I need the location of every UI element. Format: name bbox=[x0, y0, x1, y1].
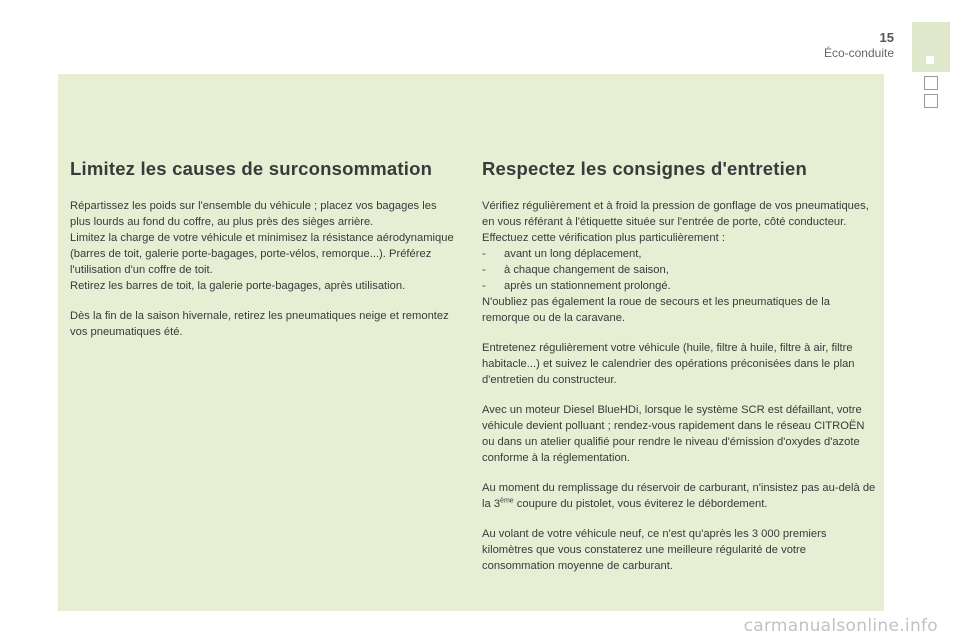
active-chapter-tab bbox=[912, 22, 950, 72]
scr-system-paragraph: Avec un moteur Diesel BlueHDi, lorsque le système SCR est défaillant, votre véhicule devient polluant ; rendez-vous rapidement dans le réseau CITROËN ou dans un atelier qualifié pour rendre le niveau d'émission d'oxydes d'azote conforme à la réglementation. bbox=[482, 404, 865, 464]
square-outline-icon bbox=[924, 94, 938, 108]
section-name: Éco-conduite bbox=[823, 46, 894, 60]
content-panel bbox=[58, 74, 884, 611]
paragraph-line: Répartissez les poids sur l'ensemble du véhicule ; placez vos bagages les plus lourds au fond du coffre, au plus près des sièges arrière. bbox=[70, 200, 437, 228]
list-item: - avant un long déplacement, bbox=[482, 248, 642, 260]
left-section-title: Limitez les causes de surconsommation bbox=[70, 158, 433, 179]
page-number: 15 bbox=[879, 30, 894, 45]
load-advice-paragraph bbox=[70, 198, 460, 294]
chapter-tab-strip bbox=[922, 22, 938, 108]
right-column bbox=[482, 158, 876, 588]
left-column bbox=[70, 158, 460, 354]
watermark: carmanualsonline.info bbox=[743, 616, 938, 636]
paragraph-line: Limitez la charge de votre véhicule et minimisez la résistance aérodynamique (barres de toit, galerie porte-bagages, porte-vélos, remorque...). Préférez l'utilisation d'un coffre de toit. bbox=[70, 232, 454, 276]
paragraph-line: N'oubliez pas également la roue de secours et les pneumatiques de la remorque ou de la caravane. bbox=[482, 296, 830, 324]
fuel-filling-paragraph: Au moment du remplissage du réservoir de carburant, n'insistez pas au-delà de la 3ème coupure du pistolet, vous éviterez le débordement. bbox=[482, 482, 876, 510]
list-item: - après un stationnement prolongé. bbox=[482, 280, 671, 292]
paragraph-line: Effectuez cette vérification plus particulièrement : bbox=[482, 232, 725, 244]
tyres-season-paragraph: Dès la fin de la saison hivernale, retirez les pneumatiques neige et remontez vos pneumatiques été. bbox=[70, 310, 449, 338]
list-item: - à chaque changement de saison, bbox=[482, 264, 669, 276]
paragraph-line: Vérifiez régulièrement et à froid la pression de gonflage de vos pneumatiques, en vous référant à l'étiquette située sur l'entrée de porte, côté conducteur. bbox=[482, 200, 869, 228]
square-outline-icon bbox=[924, 76, 938, 90]
tyre-pressure-paragraph bbox=[482, 198, 876, 326]
right-section-title: Respectez les consignes d'entretien bbox=[482, 158, 807, 179]
paragraph-line: Retirez les barres de toit, la galerie porte-bagages, après utilisation. bbox=[70, 280, 406, 292]
maintenance-paragraph: Entretenez régulièrement votre véhicule (huile, filtre à huile, filtre à air, filtre habitacle...) et suivez le calendrier des opérations préconisées dans le plan d'entretien du constructeur. bbox=[482, 342, 855, 386]
new-vehicle-paragraph: Au volant de votre véhicule neuf, ce n'est qu'après les 3 000 premiers kilomètres que vous constaterez une meilleure régularité de votre consommation moyenne de carburant. bbox=[482, 528, 827, 572]
square-marker-icon bbox=[926, 56, 934, 64]
